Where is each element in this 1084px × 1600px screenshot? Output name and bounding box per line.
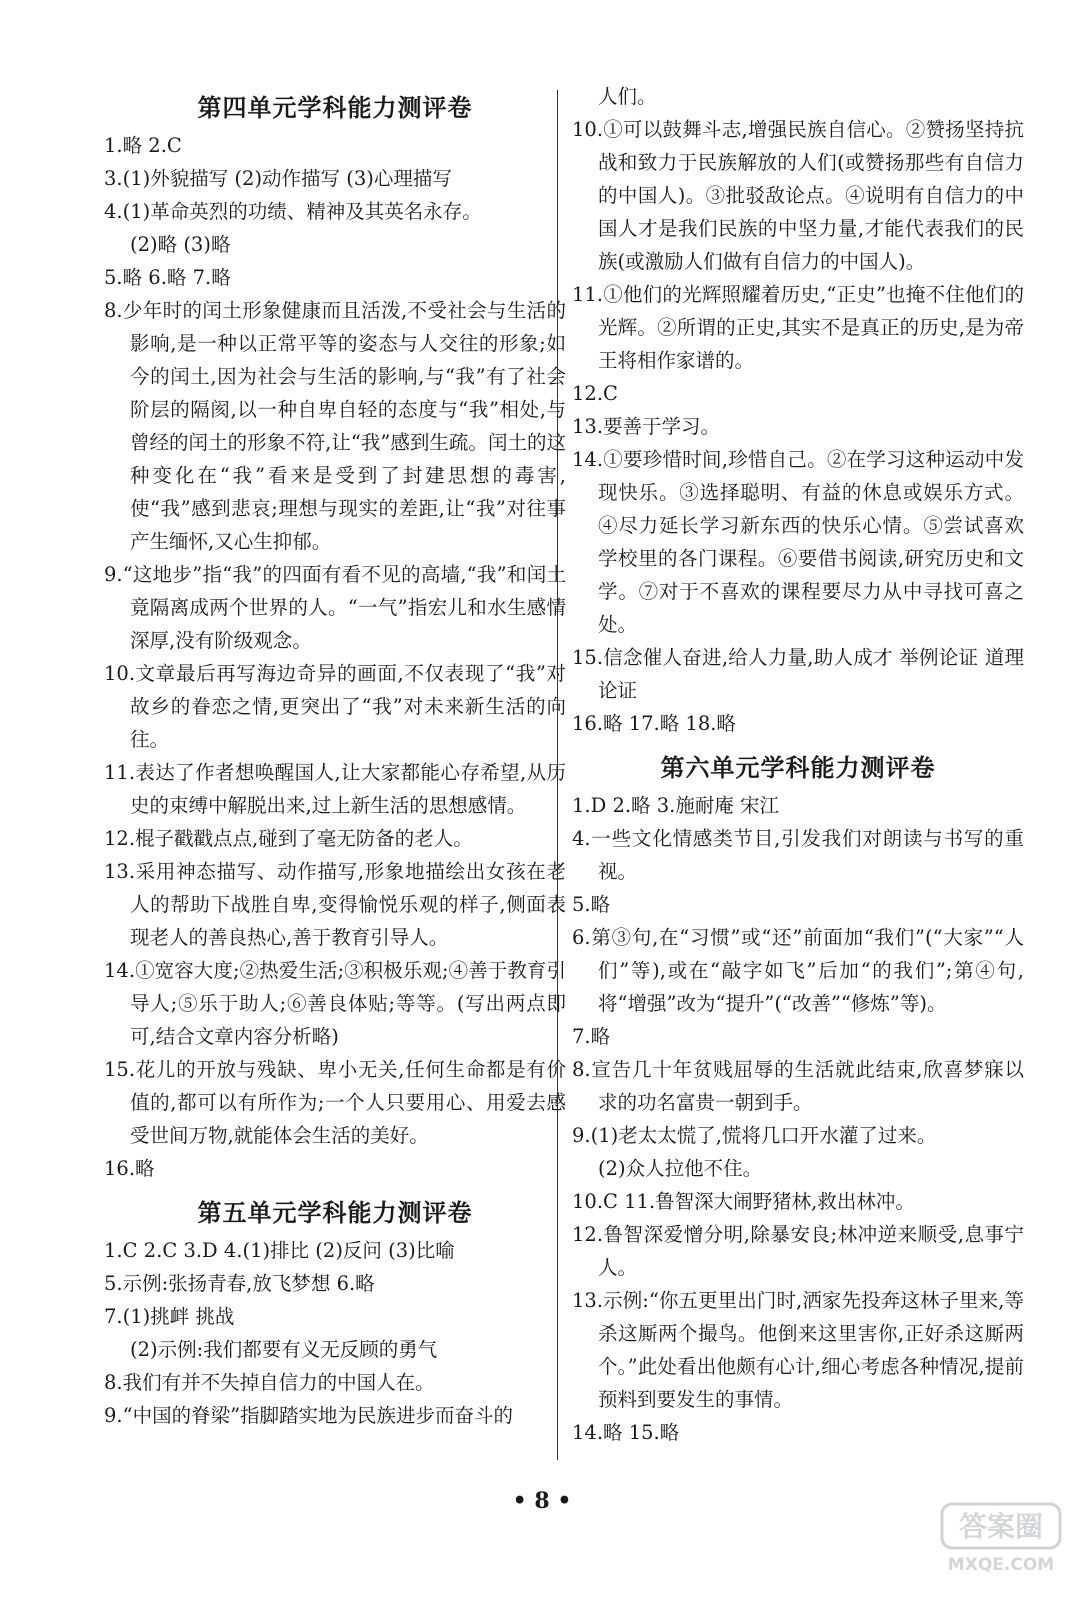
answer-item: 16.略 17.略 18.略	[572, 712, 736, 735]
answer-item: 8.宣告几十年贫贱屈辱的生活就此结束,欣喜梦寐以求的功名富贵一朝到手。	[572, 1058, 1024, 1114]
watermark-url: MXQE.COM	[947, 1555, 1055, 1575]
answer-item: 4.(1)革命英烈的功绩、精神及其英名永存。	[104, 200, 482, 223]
answer-item: 13.示例:“你五更里出门时,洒家先投奔这林子里来,等杀这厮两个撮鸟。他倒来这里害你,正好杀这厮两个。”此处看出他颇有心计,细心考虑各种情况,提前预料到要发生的事情。	[572, 1289, 1024, 1411]
answer-item: 3.(1)外貌描写 (2)动作描写 (3)心理描写	[104, 167, 452, 190]
page-number: • 8 •	[512, 1488, 572, 1514]
answer-item: 16.略	[104, 1157, 155, 1180]
answer-item: 10.C 11.鲁智深大闹野猪林,救出林冲。	[572, 1190, 915, 1213]
section-title-unit5: 第五单元学科能力测评卷	[197, 1199, 473, 1227]
answer-item: (2)众人拉他不住。	[598, 1157, 763, 1180]
right-column	[572, 80, 1024, 1449]
answer-item: 12.棍子戳戳点点,碰到了毫无防备的老人。	[104, 827, 473, 850]
answer-item: 14.①要珍惜时间,珍惜自己。②在学习这种运动中发现快乐。③选择聪明、有益的休息或娱乐方式。④尽力延长学习新东西的快乐心情。⑤尝试喜欢学校里的各门课程。⑥要借书阅读,研究历史和文学。⑦对于不喜欢的课程要尽力从中寻找可喜之处。	[572, 448, 1024, 636]
answer-item: 14.略 15.略	[572, 1421, 680, 1444]
section-title-unit6: 第六单元学科能力测评卷	[660, 754, 936, 782]
answer-item: 10.文章最后再写海边奇异的画面,不仅表现了“我”对故乡的眷恋之情,更突出了“我”对未来新生活的向往。	[104, 662, 566, 751]
answer-item: 9.“中国的脊梁”指脚踏实地为民族进步而奋斗的	[104, 1404, 514, 1427]
answer-item: 7.(1)挑衅 挑战	[104, 1305, 235, 1328]
answer-item: 11.①他们的光辉照耀着历史,“正史”也掩不住他们的光辉。②所谓的正史,其实不是真正的历史,是为帝王将相作家谱的。	[572, 283, 1024, 372]
answer-item: 15.信念催人奋进,给人力量,助人成才 举例论证 道理论证	[572, 646, 1024, 702]
answer-item: 5.示例:张扬青春,放飞梦想 6.略	[104, 1272, 375, 1295]
answer-item: 14.①宽容大度;②热爱生活;③积极乐观;④善于教育引导人;⑤乐于助人;⑥善良体贴;等等。(写出两点即可,结合文章内容分析略)	[104, 959, 566, 1048]
left-column	[104, 80, 566, 1432]
answer-item: 5.略	[572, 893, 611, 916]
answer-item: 13.采用神态描写、动作描写,形象地描绘出女孩在老人的帮助下战胜自卑,变得愉悦乐观的样子,侧面表现老人的善良热心,善于教育引导人。	[104, 860, 566, 949]
answer-item: 8.少年时的闰土形象健康而且活泼,不受社会与生活的影响,是一种以正常平等的姿态与人交往的形象;如今的闰土,因为社会与生活的影响,与“我”有了社会阶层的隔阂,以一种自卑自轻的态度与“我”相处,与曾经的闰土的形象不符,让“我”感到生疏。闰土的这种变化在“我”看来是受到了封建思想的毒害,使“我”感到悲哀;理想与现实的差距,让“我”对往事产生缅怀,又心生抑郁。	[104, 299, 566, 553]
answer-item: 4.一些文化情感类节目,引发我们对朗读与书写的重视。	[572, 827, 1024, 883]
section-title-unit4: 第四单元学科能力测评卷	[197, 94, 473, 122]
answer-item: 12.C	[572, 382, 618, 405]
watermark-logo-text: 答案圈	[958, 1510, 1044, 1543]
answer-item: (2)示例:我们都要有义无反顾的勇气	[130, 1338, 438, 1361]
answer-item: 8.我们有并不失掉自信力的中国人在。	[104, 1371, 435, 1394]
answer-item: (2)略 (3)略	[130, 233, 231, 256]
answer-item: 15.花儿的开放与残缺、卑小无关,任何生命都是有价值的,都可以有所作为;一个人只要用心、用爱去感受世间万物,就能体会生活的美好。	[104, 1058, 566, 1147]
answer-item: 9.(1)老太太慌了,慌将几口开水灌了过来。	[572, 1124, 937, 1147]
answer-item: 11.表达了作者想唤醒国人,让大家都能心存希望,从历史的束缚中解脱出来,过上新生活的思想感情。	[104, 761, 566, 817]
answer-item: 5.略 6.略 7.略	[104, 266, 231, 289]
answer-item: 12.鲁智深爱憎分明,除暴安良;林冲逆来顺受,息事宁人。	[572, 1223, 1024, 1279]
answer-item: 7.略	[572, 1025, 611, 1048]
answer-item: 1.D 2.略 3.施耐庵 宋江	[572, 794, 780, 817]
answer-item: 9.“这地步”指“我”的四面有看不见的高墙,“我”和闰土竟隔离成两个世界的人。“一气”指宏儿和水生感情深厚,没有阶级观念。	[104, 563, 566, 652]
answer-item: 13.要善于学习。	[572, 415, 721, 438]
answer-item: 10.①可以鼓舞斗志,增强民族自信心。②赞扬坚持抗战和致力于民族解放的人们(或赞扬那些有自信力的中国人)。③批驳敌论点。④说明有自信力的中国人才是我们民族的中坚力量,才能代表我们的民族(或激励人们做有自信力的中国人)。	[572, 118, 1024, 273]
answer-item: 1.C 2.C 3.D 4.(1)排比 (2)反问 (3)比喻	[104, 1239, 455, 1262]
answer-item: 1.略 2.C	[104, 134, 182, 157]
watermark-logo-icon	[936, 1500, 1066, 1578]
answer-item: 6.第③句,在“习惯”或“还”前面加“我们”(“大家”“人们”等),或在“敲字如飞”后加“的我们”;第④句,将“增强”改为“提升”(“改善”“修炼”等)。	[572, 926, 1024, 1015]
answer-continuation: 人们。	[598, 85, 657, 108]
